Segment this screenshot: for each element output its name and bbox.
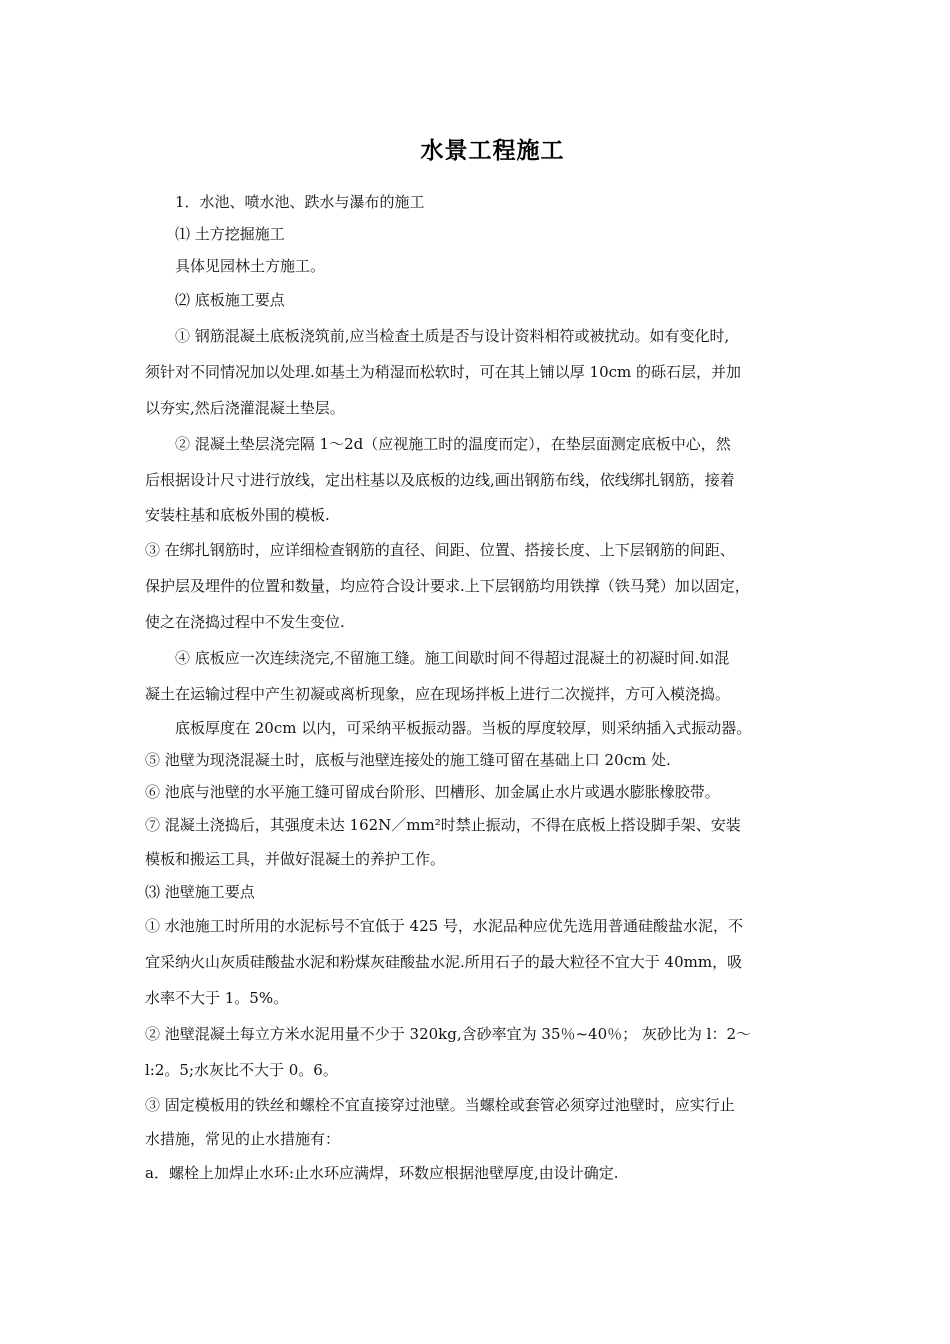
section-heading: 1．水池、喷水池、跌水与瀑布的施工 xyxy=(175,193,425,211)
paragraph-line: ② 池壁混凝土每立方米水泥用量不少于 320kg,含砂率宜为 35％~40％； 灰砂比为 l：2～ xyxy=(145,1025,752,1043)
paragraph-line: 后根据设计尺寸进行放线，定出柱基以及底板的边线,画出钢筋布线，依线绑扎钢筋，接着 xyxy=(145,471,735,489)
paragraph-line: ① 水池施工时所用的水泥标号不宜低于 425 号，水泥品种应优先选用普通硅酸盐水泥，不 xyxy=(145,917,743,935)
subsection-heading: ⑶ 池壁施工要点 xyxy=(145,883,255,901)
paragraph-line: ③ 固定模板用的铁丝和螺栓不宜直接穿过池壁。当螺栓或套管必须穿过池壁时，应实行止 xyxy=(145,1096,735,1114)
paragraph-line: 底板厚度在 20cm 以内，可采纳平板振动器。当板的厚度较厚，则采纳插入式振动器。 xyxy=(175,719,752,737)
subsection-heading: ⑵ 底板施工要点 xyxy=(175,291,285,309)
document-title: 水景工程施工 xyxy=(420,138,565,164)
paragraph-line: ③ 在绑扎钢筋时，应详细检查钢筋的直径、间距、位置、搭接长度、上下层钢筋的间距、 xyxy=(145,541,735,559)
paragraph-line: 须针对不同情况加以处理.如基土为稍湿而松软时，可在其上铺以厚 10cm 的砾石层，并加 xyxy=(145,363,742,381)
paragraph-line: 凝土在运输过程中产生初凝或离析现象，应在现场拌板上进行二次搅拌，方可入模浇捣。 xyxy=(145,685,731,703)
paragraph-line: ① 钢筋混凝土底板浇筑前,应当检查土质是否与设计资料相符或被扰动。如有变化时, xyxy=(175,327,730,345)
paragraph-line: ⑦ 混凝土浇捣后，其强度未达 162N／mm²时禁止振动，不得在底板上搭设脚手架、安装 xyxy=(145,816,741,834)
paragraph-line: l:2。5;水灰比不大于 0。6。 xyxy=(145,1061,338,1079)
paragraph-line: ② 混凝土垫层浇完隔 1～2d（应视施工时的温度而定），在垫层面测定底板中心，然 xyxy=(175,435,731,453)
paragraph-line: 宜采纳火山灰质硅酸盐水泥和粉煤灰硅酸盐水泥.所用石子的最大粒径不宜大于 40mm，吸 xyxy=(145,953,743,971)
paragraph-line: ⑥ 池底与池壁的水平施工缝可留成台阶形、凹槽形、加金属止水片或遇水膨胀橡胶带。 xyxy=(145,783,720,801)
document-body xyxy=(145,186,817,1190)
paragraph-line: 保护层及埋件的位置和数量，均应符合设计要求.上下层钢筋均用铁撑（铁马凳）加以固定， xyxy=(145,577,750,595)
paragraph-line: ④ 底板应一次连续浇完,不留施工缝。施工间歇时间不得超过混凝土的初凝时间.如混 xyxy=(175,649,730,667)
paragraph-line: 使之在浇捣过程中不发生变位. xyxy=(145,613,345,631)
subsection-heading: ⑴ 土方挖掘施工 xyxy=(175,225,285,243)
paragraph-line: a．螺栓上加焊止水环:止水环应满焊，环数应根据池壁厚度,由设计确定. xyxy=(145,1164,619,1182)
paragraph-line: 水措施，常见的止水措施有： xyxy=(145,1130,341,1148)
paragraph-line: 具体见园林土方施工。 xyxy=(175,257,326,275)
paragraph-line: 模板和搬运工具，并做好混凝土的养护工作。 xyxy=(145,850,446,868)
paragraph-line: 水率不大于 1。5%。 xyxy=(145,989,289,1007)
paragraph-line: 以夯实,然后浇灌混凝土垫层。 xyxy=(145,399,345,417)
paragraph-line: 安装柱基和底板外围的模板. xyxy=(145,506,330,524)
paragraph-line: ⑤ 池壁为现浇混凝土时，底板与池壁连接处的施工缝可留在基础上口 20cm 处. xyxy=(145,751,671,769)
